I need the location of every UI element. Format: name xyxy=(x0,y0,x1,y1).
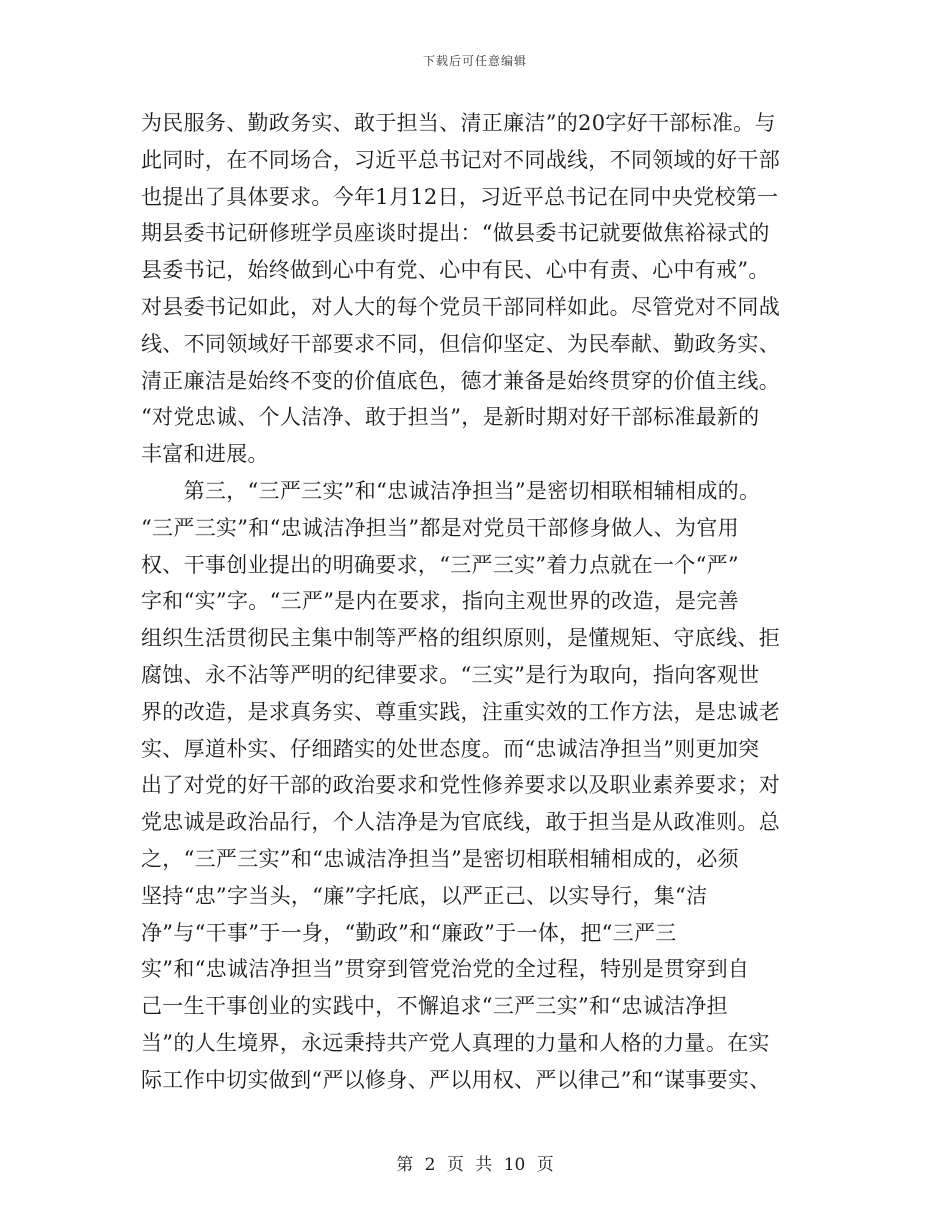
body-line: 腐蚀、永不沾等严明的纪律要求。“三实”是行为取向，指向客观世 xyxy=(141,662,760,687)
body-line: 期县委书记研修班学员座谈时提出：“做县委书记就要做焦裕禄式的 xyxy=(141,221,770,246)
body-line: 党忠诚是政治品行，个人洁净是为官底线，敢于担当是从政准则。总 xyxy=(141,810,780,835)
body-line: 也提出了具体要求。今年1月12日，习近平总书记在同中央党校第一 xyxy=(141,184,779,209)
body-line: 权、干事创业提出的明确要求，“三严三实”着力点就在一个“严” xyxy=(141,552,739,577)
body-line: “对党忠诚、个人洁净、敢于担当”，是新时期对好干部标准最新的 xyxy=(141,405,760,430)
body-line: 线、不同领域好干部要求不同，但信仰坚定、为民奉献、勤政务实、 xyxy=(141,331,780,356)
body-line: 实、厚道朴实、仔细踏实的处世态度。而“忠诚洁净担当”则更加突 xyxy=(141,736,760,761)
body-line: 之，“三严三实”和“忠诚洁净担当”是密切相联相辅相成的，必须 xyxy=(141,846,739,871)
body-line: 第三，“三严三实”和“忠诚洁净担当”是密切相联相辅相成的。 xyxy=(141,478,761,503)
body-line: 坚持“忠”字当头，“廉”字托底，以严正己、以实导行，集“洁 xyxy=(141,883,708,908)
body-line: 为民服务、勤政务实、敢于担当、清正廉洁”的20字好干部标准。与 xyxy=(141,111,776,135)
document-body xyxy=(141,105,821,1099)
body-line: 字和“实”字。“三严”是内在要求，指向主观世界的改造，是完善 xyxy=(141,589,739,614)
body-line: 清正廉洁是始终不变的价值底色，德才兼备是始终贯穿的价值主线。 xyxy=(141,368,780,393)
body-line: 际工作中切实做到“严以修身、严以用权、严以律己”和“谋事要实、 xyxy=(141,1067,771,1092)
body-line: 实”和“忠诚洁净担当”贯穿到管党治党的全过程，特别是贯穿到自 xyxy=(141,957,750,982)
body-line: 组织生活贯彻民主集中制等严格的组织原则，是懂规矩、守底线、拒 xyxy=(141,626,780,651)
body-line: 界的改造，是求真务实、尊重实践，注重实效的工作方法，是忠诚老 xyxy=(141,699,780,724)
body-line: 净”与“干事”于一身，“勤政”和“廉政”于一体，把“三严三 xyxy=(141,920,677,945)
body-line: 己一生干事创业的实践中，不懈追求“三严三实”和“忠诚洁净担 xyxy=(141,994,728,1019)
body-line: 县委书记，始终做到心中有党、心中有民、心中有责、心中有戒”。 xyxy=(141,258,770,283)
body-line: 当”的人生境界，永远秉持共产党人真理的力量和人格的力量。在实 xyxy=(141,1030,770,1055)
body-line: 此同时，在不同场合，习近平总书记对不同战线，不同领域的好干部 xyxy=(141,147,780,172)
body-line: 对县委书记如此，对人大的每个党员干部同样如此。尽管党对不同战 xyxy=(141,294,780,319)
body-line: 出了对党的好干部的政治要求和党性修养要求以及职业素养要求；对 xyxy=(141,773,780,798)
body-line: “三严三实”和“忠诚洁净担当”都是对党员干部修身做人、为官用 xyxy=(141,515,739,540)
body-line: 丰富和进展。 xyxy=(141,442,269,467)
header-note: 下载后可任意编辑 xyxy=(422,54,527,68)
page-number: 第 2 页 共 10 页 xyxy=(396,1155,554,1175)
